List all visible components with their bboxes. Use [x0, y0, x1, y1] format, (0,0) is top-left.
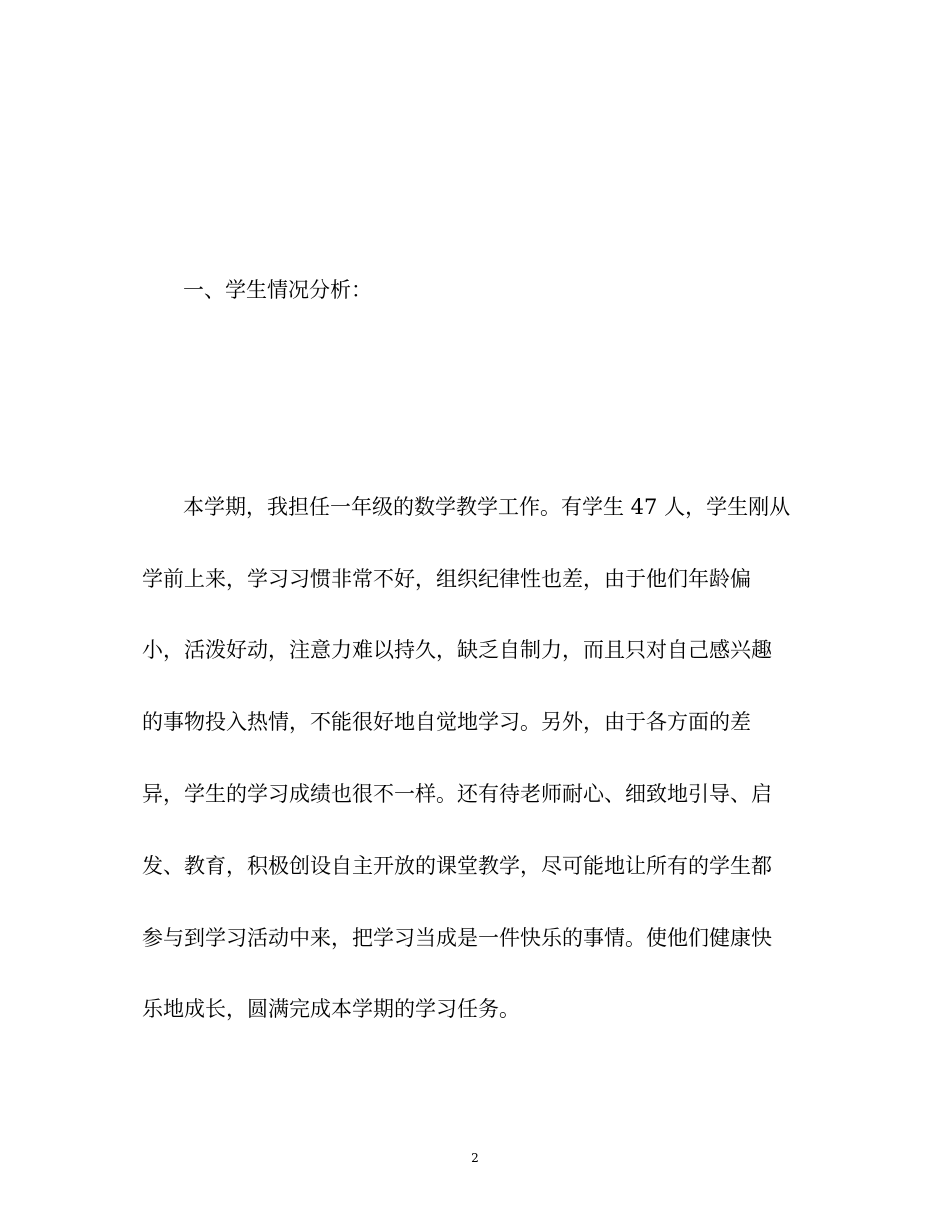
paragraph-line: 的事物投入热情，不能很好地自觉地学习。另外，由于各方面的差 — [142, 710, 751, 734]
paragraph-line: 小，活泼好动，注意力难以持久，缺乏自制力，而且只对自己感兴趣 — [142, 638, 772, 662]
paragraph-line: 发、教育，积极创设自主开放的课堂教学，尽可能地让所有的学生都 — [142, 854, 772, 878]
paragraph-line: 异，学生的学习成绩也很不一样。还有待老师耐心、细致地引导、启 — [142, 782, 772, 806]
paragraph-line: 乐地成长，圆满完成本学期的学习任务。 — [142, 997, 520, 1021]
paragraph-line: 本学期，我担任一年级的数学教学工作。有学生 47 人，学生刚从 — [183, 495, 791, 519]
paragraph-line: 学前上来，学习习惯非常不好，组织纪律性也差，由于他们年龄偏 — [142, 567, 751, 591]
section-heading: 一、学生情况分析： — [183, 278, 372, 302]
page-number: 2 — [471, 1151, 479, 1165]
paragraph-line: 参与到学习活动中来，把学习当成是一件快乐的事情。使他们健康快 — [142, 926, 772, 950]
